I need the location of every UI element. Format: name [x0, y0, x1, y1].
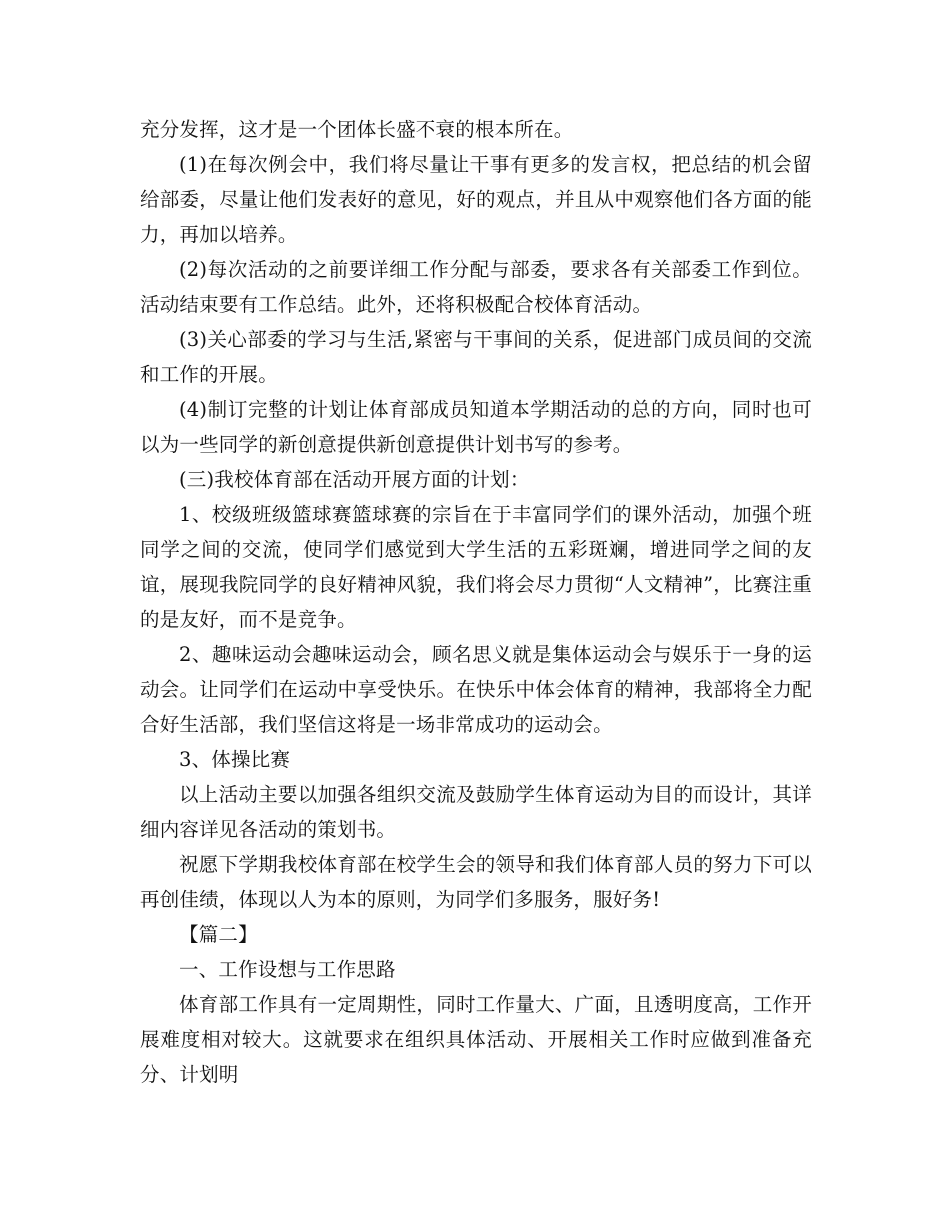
paragraph-item-3: (3)关心部委的学习与生活,紧密与干事间的关系，促进部门成员间的交流和工作的开展。: [140, 328, 812, 386]
paragraph-item-2: (2)每次活动的之前要详细工作分配与部委，要求各有关部委工作到位。活动结束要有工作总结。此外，还将积极配合校体育活动。: [140, 258, 812, 316]
paragraph-continuation: 充分发挥，这才是一个团体长盛不衰的根本所在。: [140, 118, 574, 141]
paragraph-item-1: (1)在每次例会中，我们将尽量让干事有更多的发言权，把总结的机会留给部委，尽量让他们发表好的意见，好的观点，并且从中观察他们各方面的能力，再加以培养。: [140, 153, 812, 246]
part-two-heading: 【篇二】: [179, 923, 258, 946]
section-heading-activity-plan: (三)我校体育部在活动开展方面的计划：: [179, 468, 530, 491]
document-body: [140, 112, 812, 1092]
section-heading-work-ideas: 一、工作设想与工作思路: [179, 958, 396, 981]
paragraph-activities-summary: 以上活动主要以加强各组织交流及鼓励学生体育运动为目的而设计，其详细内容详见各活动的策划书。: [140, 783, 812, 841]
paragraph-item-4: (4)制订完整的计划让体育部成员知道本学期活动的总的方向，同时也可以为一些同学的新创意提供新创意提供计划书写的参考。: [140, 398, 812, 456]
paragraph-gymnastics: 3、体操比赛: [179, 748, 291, 771]
paragraph-work-characteristics: 体育部工作具有一定周期性，同时工作量大、广面，且透明度高，工作开展难度相对较大。这就要求在组织具体活动、开展相关工作时应做到准备充分、计划明: [140, 993, 812, 1086]
paragraph-fun-sports-meet: 2、趣味运动会趣味运动会，顾名思义就是集体运动会与娱乐于一身的运动会。让同学们在运动中享受快乐。在快乐中体会体育的精神，我部将全力配合好生活部，我们坚信这将是一场非常成功的运动会。: [140, 643, 812, 736]
paragraph-basketball: 1、校级班级篮球赛篮球赛的宗旨在于丰富同学们的课外活动，加强个班同学之间的交流，使同学们感觉到大学生活的五彩斑斓，增进同学之间的友谊，展现我院同学的良好精神风貌，我们将会尽力贯彻“人文精神”，比赛注重的是友好，而不是竞争。: [140, 503, 812, 631]
paragraph-wishes: 祝愿下学期我校体育部在校学生会的领导和我们体育部人员的努力下可以再创佳绩，体现以人为本的原则，为同学们多服务，服好务!: [140, 853, 812, 911]
